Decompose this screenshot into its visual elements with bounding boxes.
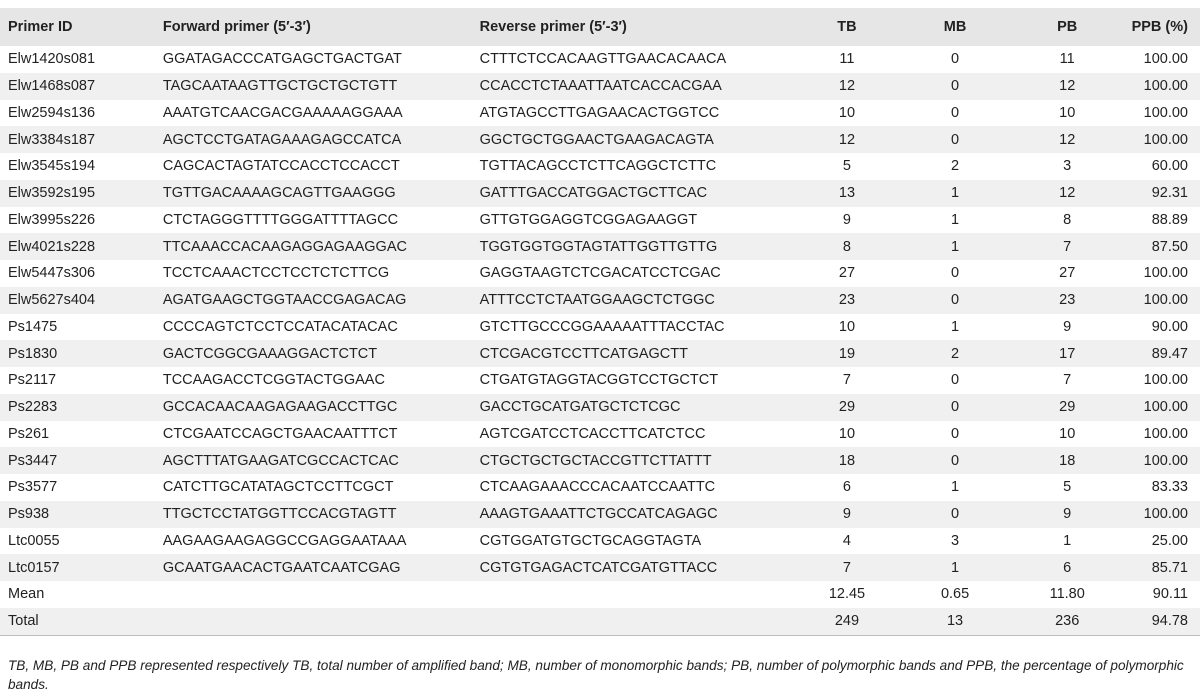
cell-tb: 18 <box>838 452 856 469</box>
cell-primer-id: Total <box>0 608 155 635</box>
cell-ppb: 100.00 <box>1143 452 1188 469</box>
table-row <box>0 100 1200 127</box>
cell-primer-id: Elw4021s228 <box>8 238 96 255</box>
table-row <box>0 394 1200 421</box>
cell-tb: 249 <box>795 608 900 635</box>
cell-primer-id: Ps2117 <box>8 372 57 389</box>
cell-mb: 1 <box>951 318 960 335</box>
cell-primer-id: Elw1420s081 <box>8 51 96 68</box>
cell-pb: 12 <box>1059 185 1076 202</box>
table-row <box>0 73 1200 100</box>
cell-pb: 12 <box>1059 78 1076 95</box>
cell-forward-primer: TTCAAACCACAAGAGGAGAAGGAC <box>162 238 407 255</box>
cell-mb: 1 <box>951 238 960 255</box>
cell-ppb: 60.00 <box>1151 158 1188 175</box>
cell-pb: 27 <box>1059 265 1076 282</box>
cell-primer-id: Ltc0055 <box>8 532 60 549</box>
cell-forward-primer: TGTTGACAAAAGCAGTTGAAGGG <box>162 185 396 202</box>
cell-primer-id: Ps261 <box>8 425 50 442</box>
cell-primer-id: Elw5627s404 <box>8 292 96 309</box>
cell-forward-primer: GACTCGGCGAAAGGACTCTCT <box>162 345 378 362</box>
cell-primer-id: Ltc0157 <box>8 559 60 576</box>
cell-forward-primer: TCCTCAAACTCCTCCTCTCTTCG <box>162 265 390 282</box>
cell-forward-primer: TAGCAATAAGTTGCTGCTGCTGTT <box>162 78 398 95</box>
cell-reverse-primer: AGTCGATCCTCACCTTCATCTCC <box>479 425 706 442</box>
cell-tb: 12 <box>838 131 856 148</box>
cell-pb: 3 <box>1063 158 1072 175</box>
cell-tb: 23 <box>838 292 856 309</box>
primer-table <box>0 8 1200 636</box>
table-body <box>0 46 1200 635</box>
cell-ppb: 100.00 <box>1143 399 1188 416</box>
cell-tb: 9 <box>842 506 851 523</box>
cell-pb: 9 <box>1063 506 1072 523</box>
cell-mb: 0 <box>951 425 960 442</box>
cell-reverse-primer: GTTGTGGAGGTCGGAGAAGGT <box>479 211 698 228</box>
cell-tb: 4 <box>842 532 851 549</box>
cell-forward-primer: CAGCACTAGTATCCACCTCCACCT <box>162 158 400 175</box>
cell-reverse-primer: CGTGGATGTGCTGCAGGTAGTA <box>479 532 702 549</box>
cell-forward-primer: AGATGAAGCTGGTAACCGAGACAG <box>162 292 407 309</box>
table-row <box>0 233 1200 260</box>
cell-reverse-primer: CTCGACGTCCTTCATGAGCTT <box>479 345 688 362</box>
cell-mb: 3 <box>951 532 960 549</box>
cell-reverse-primer: GAGGTAAGTCTCGACATCCTCGAC <box>479 265 721 282</box>
cell-mb: 0 <box>951 506 960 523</box>
cell-ppb: 92.31 <box>1151 185 1188 202</box>
table-row <box>0 260 1200 287</box>
cell-ppb: 90.11 <box>1152 586 1188 603</box>
table-row <box>0 46 1200 73</box>
cell-reverse-primer: GTCTTGCCCGGAAAAATTTACCTAC <box>479 318 725 335</box>
cell-ppb: 100.00 <box>1143 104 1188 121</box>
cell-reverse-primer: CCACCTCTAAATTAATCACCACGAA <box>479 78 722 95</box>
table-row <box>0 554 1200 581</box>
table-row <box>0 608 1200 635</box>
cell-forward-primer: CTCGAATCCAGCTGAACAATTTCT <box>162 425 398 442</box>
cell-ppb: 100.00 <box>1143 78 1188 95</box>
cell-pb: 23 <box>1059 292 1076 309</box>
cell-tb: 8 <box>842 238 851 255</box>
cell-ppb: 94.78 <box>1124 608 1200 635</box>
cell-forward-primer: GCAATGAACACTGAATCAATCGAG <box>162 559 401 576</box>
table-row <box>0 501 1200 528</box>
cell-pb: 17 <box>1059 345 1076 362</box>
cell-forward-primer: AAATGTCAACGACGAAAAAGGAAA <box>162 104 403 121</box>
cell-pb: 8 <box>1063 211 1072 228</box>
cell-primer-id: Ps1475 <box>8 318 58 335</box>
cell-tb: 12.45 <box>828 586 866 603</box>
cell-ppb: 25.00 <box>1151 532 1188 549</box>
cell-reverse-primer: ATTTCCTCTAATGGAAGCTCTGGC <box>479 292 715 309</box>
cell-forward-primer: GGATAGACCCATGAGCTGACTGAT <box>162 51 402 68</box>
cell-mb: 0.65 <box>940 586 970 603</box>
header-tb: TB <box>837 19 857 35</box>
cell-pb: 1 <box>1063 532 1072 549</box>
cell-forward-primer: AGCTTTATGAAGATCGCCACTCAC <box>162 452 399 469</box>
cell-forward-primer: CCCCAGTCTCCTCCATACATACAC <box>162 318 398 335</box>
table-row <box>0 340 1200 367</box>
cell-reverse-primer: ATGTAGCCTTGAGAACACTGGTCC <box>479 104 720 121</box>
cell-reverse-primer: CTGATGTAGGTACGGTCCTGCTCT <box>479 372 719 389</box>
cell-pb: 11.80 <box>1049 586 1085 603</box>
cell-pb: 6 <box>1063 559 1072 576</box>
cell-primer-id: Elw1468s087 <box>8 78 96 95</box>
cell-primer-id: Elw2594s136 <box>8 104 96 121</box>
cell-primer-id: Elw5447s306 <box>8 265 96 282</box>
cell-ppb: 100.00 <box>1143 372 1188 389</box>
cell-reverse-primer: CTTTCTCCACAAGTTGAACACAACA <box>479 51 727 68</box>
cell-ppb: 100.00 <box>1143 506 1188 523</box>
header-forward-primer: Forward primer (5′-3′) <box>162 19 311 35</box>
table-row <box>0 287 1200 314</box>
cell-primer-id: Ps2283 <box>8 399 58 416</box>
cell-mb: 0 <box>951 372 960 389</box>
cell-mb: 0 <box>951 452 960 469</box>
cell-reverse-primer: GATTTGACCATGGACTGCTTCAC <box>479 185 708 202</box>
cell-ppb: 100.00 <box>1143 425 1188 442</box>
cell-pb: 18 <box>1059 452 1076 469</box>
cell-tb: 27 <box>838 265 856 282</box>
table-row <box>0 421 1200 448</box>
cell-primer-id: Mean <box>8 586 45 603</box>
cell-tb: 7 <box>842 559 851 576</box>
cell-forward-primer: GCCACAACAAGAGAAGACCTTGC <box>162 399 398 416</box>
cell-reverse-primer: CGTGTGAGACTCATCGATGTTACC <box>479 559 718 576</box>
header-reverse-primer: Reverse primer (5′-3′) <box>479 19 627 35</box>
cell-tb: 19 <box>838 345 856 362</box>
cell-tb: 13 <box>838 185 856 202</box>
cell-tb: 10 <box>838 104 856 121</box>
cell-pb: 12 <box>1059 131 1076 148</box>
table-row <box>0 367 1200 394</box>
table-row <box>0 447 1200 474</box>
cell-tb: 7 <box>842 372 851 389</box>
cell-ppb: 100.00 <box>1143 265 1188 282</box>
cell-reverse-primer: AAAGTGAAATTCTGCCATCAGAGC <box>479 506 718 523</box>
table-row <box>0 126 1200 153</box>
cell-tb: 9 <box>842 211 851 228</box>
cell-mb: 0 <box>951 104 960 121</box>
cell-tb: 10 <box>838 318 856 335</box>
cell-tb: 6 <box>842 479 851 496</box>
cell-ppb: 100.00 <box>1143 292 1188 309</box>
table-row <box>0 581 1200 608</box>
table-row <box>0 528 1200 555</box>
cell-forward-primer <box>155 581 472 608</box>
table-row <box>0 153 1200 180</box>
cell-mb: 2 <box>951 345 960 362</box>
cell-pb: 5 <box>1063 479 1072 496</box>
header-pb: PB <box>1057 19 1078 35</box>
cell-mb: 1 <box>951 559 960 576</box>
cell-pb: 11 <box>1059 51 1075 68</box>
cell-ppb: 87.50 <box>1151 238 1188 255</box>
cell-ppb: 100.00 <box>1143 131 1188 148</box>
cell-tb: 12 <box>838 78 856 95</box>
cell-primer-id: Ps3447 <box>8 452 58 469</box>
cell-pb: 236 <box>1011 608 1124 635</box>
cell-ppb: 88.89 <box>1151 211 1188 228</box>
cell-mb: 0 <box>951 399 960 416</box>
cell-primer-id: Elw3995s226 <box>8 211 96 228</box>
header-row <box>0 8 1200 46</box>
header-ppb: PPB (%) <box>1131 19 1188 35</box>
cell-mb: 1 <box>951 479 960 496</box>
cell-mb: 1 <box>951 185 960 202</box>
cell-tb: 29 <box>838 399 856 416</box>
cell-ppb: 90.00 <box>1151 318 1188 335</box>
cell-forward-primer: AAGAAGAAGAGGCCGAGGAATAAA <box>162 532 407 549</box>
cell-reverse-primer: GACCTGCATGATGCTCTCGC <box>479 399 681 416</box>
cell-reverse-primer <box>472 581 795 608</box>
cell-mb: 1 <box>951 211 960 228</box>
cell-ppb: 83.33 <box>1151 479 1188 496</box>
cell-tb: 10 <box>838 425 856 442</box>
header-mb: MB <box>943 19 967 35</box>
cell-tb: 5 <box>842 158 851 175</box>
cell-primer-id: Ps1830 <box>8 345 58 362</box>
table-row <box>0 207 1200 234</box>
table-header <box>0 8 1200 46</box>
cell-reverse-primer <box>472 608 795 635</box>
header-primer-id: Primer ID <box>8 19 73 35</box>
cell-pb: 9 <box>1063 318 1072 335</box>
cell-tb: 11 <box>839 51 855 68</box>
cell-reverse-primer: TGTTACAGCCTCTTCAGGCTCTTC <box>479 158 717 175</box>
cell-forward-primer: CATCTTGCATATAGCTCCTTCGCT <box>162 479 394 496</box>
cell-ppb: 100.00 <box>1143 51 1188 68</box>
cell-mb: 0 <box>951 131 960 148</box>
cell-primer-id: Ps3577 <box>8 479 58 496</box>
cell-forward-primer: CTCTAGGGTTTTGGGATTTTAGCC <box>162 211 399 228</box>
cell-forward-primer: AGCTCCTGATAGAAAGAGCCATCA <box>162 131 402 148</box>
cell-reverse-primer: TGGTGGTGGTAGTATTGGTTGTTG <box>479 238 718 255</box>
cell-pb: 29 <box>1059 399 1076 416</box>
cell-pb: 10 <box>1059 425 1076 442</box>
cell-primer-id: Elw3545s194 <box>8 158 96 175</box>
cell-pb: 7 <box>1063 372 1072 389</box>
cell-pb: 10 <box>1059 104 1076 121</box>
cell-mb: 0 <box>951 292 960 309</box>
cell-ppb: 89.47 <box>1151 345 1188 362</box>
table-row <box>0 314 1200 341</box>
cell-reverse-primer: CTCAAGAAACCCACAATCCAATTC <box>479 479 716 496</box>
cell-primer-id: Ps938 <box>8 506 50 523</box>
cell-forward-primer <box>155 608 472 635</box>
cell-mb: 0 <box>951 51 960 68</box>
cell-mb: 0 <box>951 78 960 95</box>
cell-reverse-primer: CTGCTGCTGCTACCGTTCTTATTT <box>479 452 712 469</box>
cell-ppb: 85.71 <box>1151 559 1188 576</box>
cell-mb: 0 <box>951 265 960 282</box>
cell-pb: 7 <box>1063 238 1072 255</box>
table-row <box>0 474 1200 501</box>
table-row <box>0 180 1200 207</box>
cell-reverse-primer: GGCTGCTGGAACTGAAGACAGTA <box>479 131 714 148</box>
cell-forward-primer: TCCAAGACCTCGGTACTGGAAC <box>162 372 385 389</box>
table-footnote: TB, MB, PB and PPB represented respectively TB, total number of amplified band; MB, number of monomorphic bands; PB, number of polymorphic bands and PPB, the percentage of polymorphic bands. <box>8 658 1184 692</box>
cell-mb: 2 <box>951 158 960 175</box>
cell-mb: 13 <box>899 608 1011 635</box>
cell-primer-id: Elw3592s195 <box>8 185 96 202</box>
cell-forward-primer: TTGCTCCTATGGTTCCACGTAGTT <box>162 506 397 523</box>
cell-primer-id: Elw3384s187 <box>8 131 96 148</box>
